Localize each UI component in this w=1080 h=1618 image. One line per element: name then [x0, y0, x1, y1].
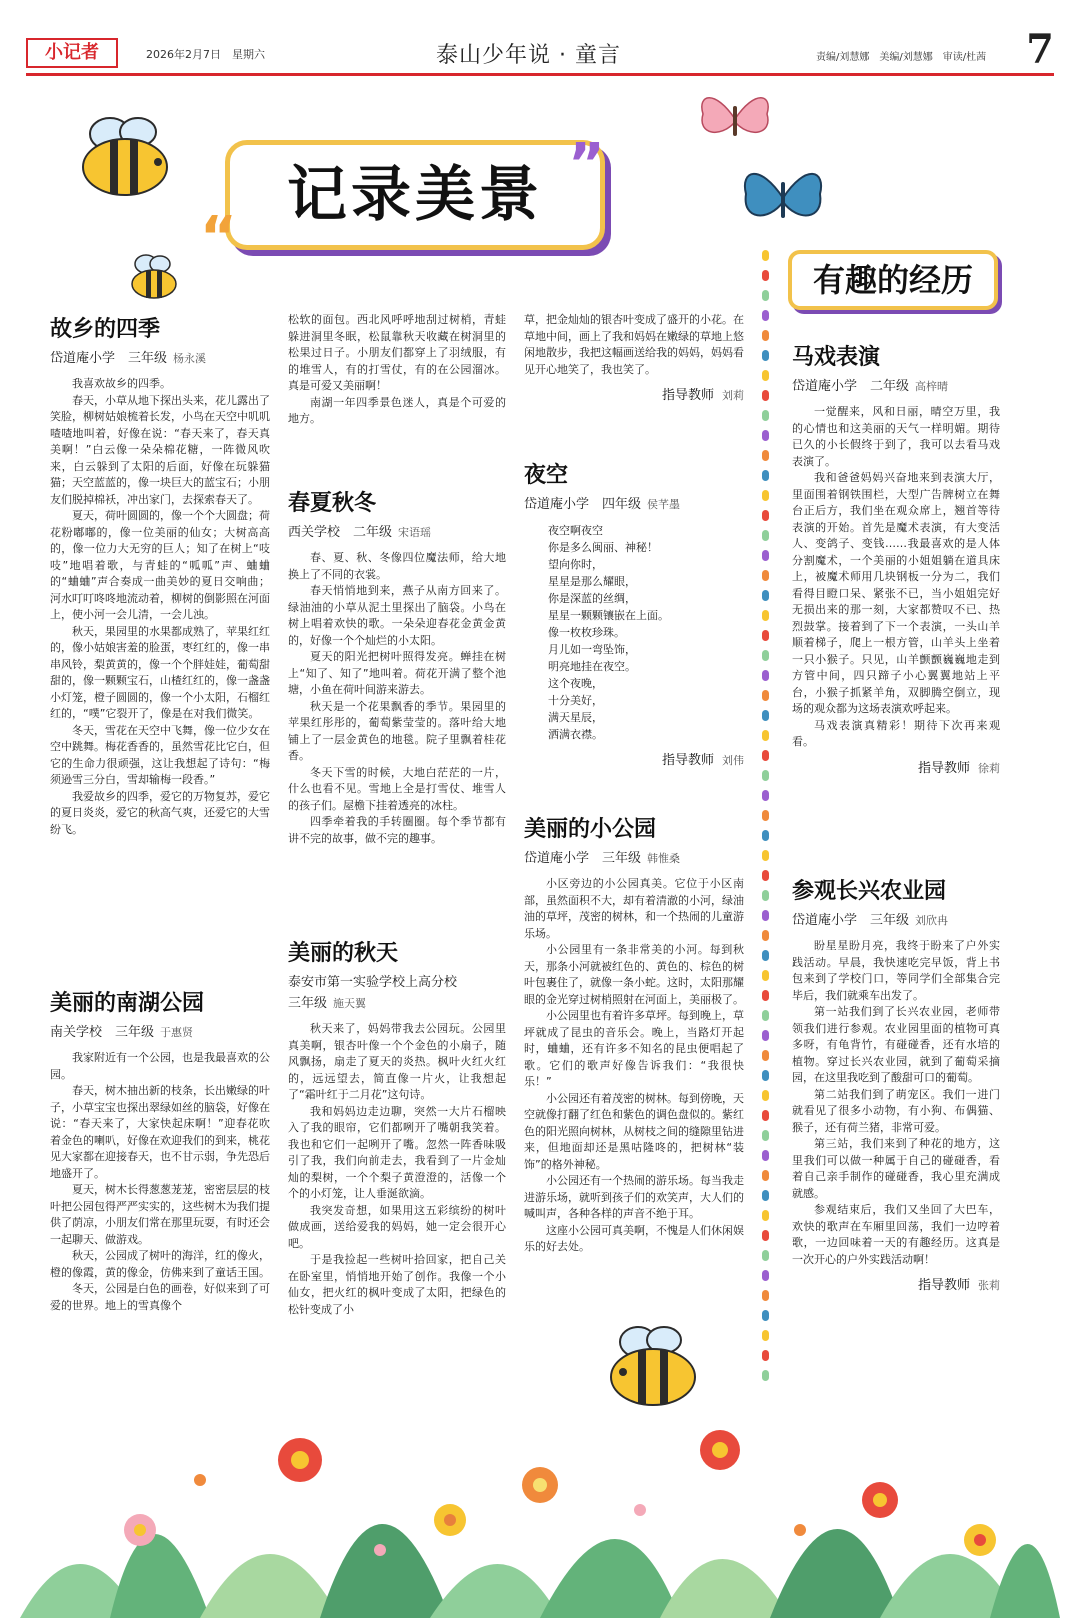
poem-line: 你是多么闽丽、神秘！	[548, 541, 658, 554]
divider-dot	[762, 550, 769, 561]
divider-dot	[762, 370, 769, 381]
paragraph: 马戏表演真精彩！期待下次再来观看。	[792, 718, 1000, 748]
column-tag: 小记者	[26, 38, 118, 68]
school-grade: 岱道庵小学 四年级	[524, 497, 642, 512]
instructor-credit	[524, 384, 744, 403]
divider-dot	[762, 290, 769, 301]
paragraph: 春天，树木抽出新的枝条，长出嫩绿的叶子，小草宝宝也探出翠绿如丝的脑袋，好像在说：“春天来了，大家快起床啊！”迎春花吹着金色的喇叭，好像在欢迎我们的到来，桃花见大家都在迎接春天，也不甘示弱，争先恐后地盛开了。	[50, 1084, 270, 1180]
paragraph: 春天，小草从地下探出头来，花儿露出了笑脸，柳树姑娘梳着长发，小鸟在天空中叽叽喳喳地叫着，好像在说：“春天来了，春天真美啊！”白云像一朵朵棉花糖，一阵微风吹来，白云躲到了太阳的后面，好像在玩躲猫猫；天空蓝蓝的，像一块巨大的蓝宝石；小朋友们脱掉棉袄，冲出家门，去探索春天了。	[50, 393, 270, 506]
divider-dot	[762, 1330, 769, 1341]
article-farm-visit	[792, 874, 1000, 1293]
author: 韩惟桑	[647, 852, 681, 865]
article-beautiful-autumn	[288, 936, 506, 1318]
poem-line: 十分美好，	[548, 694, 603, 707]
paragraph: 于是我捡起一些树叶拾回家，把自己关在卧室里，悄悄地开始了创作。我像一个小仙女，把火红的枫叶变成了太阳，把绿色的松针变成了小	[288, 1253, 506, 1316]
article-byline	[524, 493, 744, 512]
divider-dot	[762, 250, 769, 261]
divider-dot	[762, 990, 769, 1001]
feature-title-banner	[225, 140, 605, 250]
bee-illustration-large	[70, 112, 180, 202]
divider-dot	[762, 930, 769, 941]
divider-dot	[762, 410, 769, 421]
poem-line: 洒满衣襟。	[548, 728, 603, 741]
divider-dot	[762, 1030, 769, 1041]
paragraph: 第三站，我们来到了种花的地方，这里我们可以做一种属于自己的碰碰香，看着自己亲手制作的碰碰香，我心里充满成就感。	[792, 1137, 1000, 1200]
divider-dot	[762, 270, 769, 281]
author: 于惠贤	[160, 1026, 194, 1039]
butterfly-pink-illustration	[695, 84, 775, 154]
quote-open-mark: “	[200, 205, 237, 270]
article-title: 故乡的四季	[50, 317, 161, 342]
divider-dot	[762, 1230, 769, 1241]
instructor-credit	[524, 749, 744, 768]
instructor-credit	[792, 1274, 1000, 1293]
poem-line: 你是深蓝的丝绸，	[548, 592, 636, 605]
paragraph: 秋天是一个花果飘香的季节。果园里的苹果红彤彤的，葡萄紫莹莹的。落叶给大地铺上了一层金黄色的地毯。院子里飘着桂花香。	[288, 699, 506, 762]
divider-dot	[762, 950, 769, 961]
article-hometown-seasons	[50, 312, 270, 838]
paragraph: 冬天，雪花在天空中飞舞，像一位少女在空中跳舞。梅花香香的，虽然雪花比它白，但它的生命力很顽强，这让我想起了诗句：“梅须逊雪三分白，雪却输梅一段香。”	[50, 723, 270, 786]
divider-dot	[762, 470, 769, 481]
divider-dot	[762, 730, 769, 741]
butterfly-blue-illustration	[738, 158, 828, 238]
divider-dot	[762, 970, 769, 981]
divider-dot	[762, 1350, 769, 1361]
instructor-label: 指导教师	[661, 388, 714, 403]
article-title: 美丽的小公园	[524, 817, 657, 842]
article-byline	[288, 521, 506, 540]
bee-illustration-small	[124, 252, 184, 302]
divider-dot	[762, 1370, 769, 1381]
paragraph: 我爱故乡的四季，爱它的万物复苏，爱它的夏日炎炎，爱它的秋高气爽，还爱它的大雪纷飞。	[50, 789, 270, 836]
poem-line: 夜空啊夜空	[548, 524, 603, 537]
paragraph: 小公园还有着茂密的树林。每到傍晚，天空就像打翻了红色和紫色的调色盘似的。紫红色的阳光照向树林，从树枝之间的缝隙里钻进来，但地面却还是黑咕隆咚的，把树林“装饰”的格外神秘。	[524, 1091, 744, 1171]
paragraph: 春、夏、秋、冬像四位魔法师，给大地换上了不同的衣裳。	[288, 551, 506, 581]
divider-dot	[762, 1170, 769, 1181]
school-name: 泰安市第一实验学校上高分校	[288, 975, 458, 990]
divider-dot	[762, 1050, 769, 1061]
divider-dot	[762, 1310, 769, 1321]
divider-dot	[762, 1110, 769, 1121]
article-title: 春夏秋冬	[288, 491, 377, 516]
divider-dot	[762, 350, 769, 361]
divider-dot	[762, 810, 769, 821]
paragraph: 春天悄悄地到来，燕子从南方回来了。绿油油的小草从泥土里探出了脑袋。小鸟在树上唱着欢快的歌。一朵朵迎春花金黄金黄的，好像一个个灿烂的小太阳。	[288, 584, 506, 647]
article-four-seasons	[288, 486, 506, 847]
article-title: 夜空	[524, 463, 569, 488]
poem-line: 满天星辰，	[548, 711, 603, 724]
divider-dot	[762, 870, 769, 881]
divider-dot	[762, 710, 769, 721]
paragraph: 松软的面包。西北风呼呼地刮过树梢，青蛙躲进洞里冬眠，松鼠靠秋天收藏在树洞里的松果过日子。小朋友们都穿上了羽绒服，有的堆雪人，有的打雪仗，有的在公园溜冰。真是可爱又美丽啊！	[288, 313, 506, 392]
divider-dot	[762, 430, 769, 441]
article-nanhu-park-continued	[288, 312, 506, 428]
divider-dot	[762, 1070, 769, 1081]
divider-dot	[762, 1090, 769, 1101]
divider-dot	[762, 850, 769, 861]
divider-dot	[762, 310, 769, 321]
instructor-name: 徐莉	[978, 761, 1000, 775]
article-title: 美丽的南湖公园	[50, 991, 205, 1016]
paragraph: 这座小公园可真美啊，不愧是人们休闲娱乐的好去处。	[524, 1223, 744, 1253]
paragraph: 第一站我们到了长兴农业园，老师带领我们进行参观。农业园里面的植物可真多呀，有龟背竹，有碰碰香，还有水培的植物。穿过长兴农业园，就到了葡萄采摘园，在这里我吃到了酸甜可口的葡萄。	[792, 1005, 1000, 1084]
divider-dot	[762, 450, 769, 461]
divider-dot	[762, 1190, 769, 1201]
page-number: 7	[1026, 26, 1054, 73]
author: 刘欣冉	[915, 914, 949, 927]
divider-dot	[762, 790, 769, 801]
page-section-title: 泰山少年说 · 童言	[436, 43, 621, 68]
poem-line: 明亮地挂在夜空。	[548, 660, 636, 673]
school-grade: 岱道庵小学 二年级	[792, 379, 910, 394]
paragraph: 我喜欢故乡的四季。	[72, 377, 171, 390]
article-night-sky	[524, 458, 744, 768]
flower-border-illustration	[20, 1390, 1060, 1618]
author: 侯芊墨	[647, 498, 681, 511]
paragraph: 我家附近有一个公园，也是我最喜欢的公园。	[50, 1051, 270, 1081]
divider-dot	[762, 1290, 769, 1301]
divider-dot	[762, 490, 769, 501]
paragraph: 小公园里也有着许多草坪。每到晚上，草坪就成了昆虫的音乐会。晚上，当路灯开起时，蛐蛐，还有许多不知名的昆虫便唱起了歌。它们的歌声好像告诉我们：“我很快乐！”	[524, 1009, 744, 1088]
divider-dot	[762, 1250, 769, 1261]
column-divider	[762, 250, 770, 1390]
article-byline	[50, 1021, 270, 1040]
poem-line: 星星一颗颗镶嵌在上面。	[548, 609, 669, 622]
divider-dot	[762, 770, 769, 781]
paragraph: 南湖一年四季景色迷人，真是个可爱的地方。	[288, 395, 506, 425]
divider-dot	[762, 1270, 769, 1281]
poem-line: 星星是那么耀眼，	[548, 575, 636, 588]
divider-dot	[762, 1130, 769, 1141]
editor-credits: 责编/刘慧娜 美编/刘慧娜 审读/杜茜	[816, 52, 987, 63]
article-title: 参观长兴农业园	[792, 879, 947, 904]
article-title: 美丽的秋天	[288, 941, 399, 966]
divider-dot	[762, 330, 769, 341]
paragraph: 参观结束后，我们又坐回了大巴车，欢快的歌声在车厢里回荡，我们一边哼着歌，一边回味着一天的有趣经历。这真是一次开心的户外实践活动啊！	[792, 1203, 1000, 1266]
paragraph: 四季牵着我的手转圈圈。每个季节都有讲不完的故事，做不完的趣事。	[288, 815, 506, 845]
paragraph: 夏天的阳光把树叶照得发亮。蝉挂在树上“知了、知了”地叫着。荷花开满了整个池塘，小鱼在荷叶间游来游去。	[288, 650, 506, 696]
divider-dot	[762, 690, 769, 701]
school-grade: 岱道庵小学 三年级	[524, 851, 642, 866]
divider-dot	[762, 570, 769, 581]
instructor-name: 刘伟	[722, 754, 744, 767]
author: 宋语瑶	[398, 526, 432, 539]
school-grade: 南关学校 三年级	[50, 1025, 155, 1040]
divider-dot	[762, 1150, 769, 1161]
paragraph: 夏天，荷叶圆圆的，像一个个大圆盘；荷花粉嘟嘟的，像一位美丽的仙女；大树高高的，像一位力大无穷的巨人；知了在树上“吱吱”地唱着歌，与青蛙的“呱呱”声、蛐蛐的“蛐蛐”声合奏成一曲美妙的夏日交响曲；河水叮叮咚咚地流动着，柳树的倒影照在河面上，使小河一会儿清，一会儿浊。	[50, 509, 270, 621]
instructor-name: 张莉	[978, 1279, 1000, 1292]
author: 施天翼	[333, 997, 367, 1010]
instructor-label: 指导教师	[661, 753, 714, 768]
paragraph: 小公园还有一个热闹的游乐场。每当我走进游乐场，就听到孩子们的欢笑声，大人们的喊叫声，各种各样的声音不绝于耳。	[524, 1174, 744, 1220]
article-byline	[288, 971, 506, 990]
paragraph: 第二站我们到了萌宠区。我们一进门就看见了很多小动物，有小狗、布偶猫、猴子，还有荷兰猪，非常可爱。	[792, 1087, 1000, 1134]
paragraph: 冬天，公园是白色的画卷，好似来到了可爱的世界。地上的雪真像个	[50, 1282, 270, 1312]
instructor-name: 刘莉	[722, 389, 744, 402]
grade: 三年级	[288, 996, 328, 1011]
paragraph: 我突发奇想，如果用这五彩缤纷的树叶做成画，送给爱我的妈妈，她一定会很开心吧。	[288, 1203, 506, 1250]
header-rule	[26, 73, 1054, 76]
article-small-park	[524, 812, 744, 1256]
page-header	[26, 26, 1054, 76]
instructor-label: 指导教师	[917, 760, 970, 776]
author: 高梓晴	[915, 380, 949, 393]
poem-line: 月儿如一弯坠饰，	[548, 643, 636, 656]
paragraph: 夏天，树木长得葱葱茏茏，密密层层的枝叶把公园包得严严实实的，这些树木为我们提供了荫凉，小朋友们常在那里玩耍，有时还会一起聊天、做游戏。	[50, 1183, 270, 1246]
divider-dot	[762, 910, 769, 921]
paragraph: 秋天来了，妈妈带我去公园玩。公园里真美啊，银杏叶像一个个金色的小扇子，随风飘扬，扇走了夏天的炎热。枫叶火红火红的，远远望去，简直像一片火，让我想起了“霜叶红于二月花”这句诗。	[288, 1022, 506, 1101]
article-byline	[50, 347, 270, 366]
paragraph: 小公园里有一条非常美的小河。每到秋天，那条小河就被红色的、黄色的、棕色的树叶包裹住了，就像一条小蛇。这时，太阳那耀眼的金光穿过树梢照射在河面上，美丽极了。	[524, 943, 744, 1006]
divider-dot	[762, 630, 769, 641]
divider-dot	[762, 1010, 769, 1021]
divider-dot	[762, 590, 769, 601]
paragraph: 秋天，公园成了树叶的海洋，红的像火，橙的像霞，黄的像金，仿佛来到了童话王国。	[50, 1249, 270, 1279]
paragraph: 秋天，果园里的水果都成熟了，苹果红红的，像小姑娘害羞的脸蛋，枣红红的，像一串串风铃，梨黄黄的，像一个个胖娃娃，葡萄甜甜的，像一颗颗宝石，山楂红红的，像一盏盏小灯笼，橙子圆圆的，像一个小太阳，石榴红红的，“噗”它裂开了，像是在对我们微笑。	[50, 624, 270, 720]
instructor-label: 指导教师	[917, 1278, 970, 1293]
issue-date: 2026年2月7日 星期六	[146, 48, 265, 61]
paragraph: 冬天下雪的时候，大地白茫茫的一片，什么也看不见。雪地上全是打雪仗、堆雪人的孩子们。屋檐下挂着透亮的冰柱。	[288, 765, 506, 812]
paragraph: 盼星星盼月亮，我终于盼来了户外实践活动。早晨，我快速吃完早饭，背上书包来到了学校门口，等同学们全部集合完毕后，我们就乘车出发了。	[792, 939, 1000, 1002]
article-title: 马戏表演	[792, 345, 881, 370]
divider-dot	[762, 890, 769, 901]
paragraph: 小区旁边的小公园真美。它位于小区南部，虽然面积不大，却有着清澈的小河，绿油油的草坪，茂密的树林，和一个热闹的儿童游乐场。	[524, 877, 744, 940]
feature-title: 记录美景	[287, 160, 543, 230]
divider-dot	[762, 530, 769, 541]
divider-dot	[762, 830, 769, 841]
divider-dot	[762, 750, 769, 761]
poem-line: 这个夜晚，	[548, 677, 603, 690]
paragraph: 一觉醒来，风和日丽，晴空万里，我的心情也和这美丽的天气一样明媚。期待已久的小长假终于到了，我可以去看马戏表演了。	[792, 405, 1000, 468]
section-title-interesting: 有趣的经历	[788, 250, 998, 310]
article-byline-grade	[288, 992, 506, 1011]
poem-line: 望向你时，	[548, 558, 603, 571]
quote-close-mark: ”	[568, 132, 605, 197]
article-byline	[792, 909, 1000, 928]
article-byline	[524, 847, 744, 866]
paragraph: 我和妈妈边走边聊，突然一大片石榴映入了我的眼帘，它们都咧开了嘴朝我笑着。我也和它们一起咧开了嘴。忽然一阵香味吸引了我，我们向前走去，我看到了一片金灿灿的梨树，一个个梨子黄澄澄的，活像一个个的小灯笼，让人垂涎欲滴。	[288, 1104, 506, 1200]
divider-dot	[762, 1210, 769, 1221]
article-byline	[792, 375, 1000, 394]
divider-dot	[762, 670, 769, 681]
paragraph: 我和爸爸妈妈兴奋地来到表演大厅，里面围着钢铁围栏，大型广告牌树立在舞台正后方，我们坐在观众席上，翘首等待表演的开始。首先是魔术表演，有大变活人、变鸽子、变钱……我最喜欢的是人体分割魔术，一个美丽的小姐姐躺在道具床上，被魔术师用几块钢板一分为二，我们看得目瞪口呆、紧张不已，当小姐姐完好无损出来的那一刻，大家都赞叹不已、热烈鼓掌。接着到了下一个表演，一头山羊顺着梯子，爬上一根方管，山羊头上坐着一只小猴子。只见，山羊颤颤巍巍地走到方管中间，四只蹄子小心翼翼地站上平台，小猴子抓紧羊角，双脚腾空倒立，现场的观众都为这场表演欢呼起来。	[792, 471, 1000, 715]
school-grade: 西关学校 二年级	[288, 525, 393, 540]
article-beautiful-autumn-continued	[524, 312, 744, 403]
divider-dot	[762, 610, 769, 621]
poem-line: 像一枚枚珍珠。	[548, 626, 625, 639]
paragraph: 草，把金灿灿的银杏叶变成了盛开的小花。在草地中间，画上了我和妈妈在嫩绿的草地上悠闲地散步，我把这幅画送给我的妈妈，妈妈看见开心地笑了，我也笑了。	[524, 313, 744, 376]
author: 杨永溪	[173, 352, 207, 365]
poem-lines	[524, 522, 744, 743]
article-nanhu-park	[50, 986, 270, 1314]
school-grade: 岱道庵小学 三年级	[792, 913, 910, 928]
school-grade: 岱道庵小学 三年级	[50, 351, 168, 366]
divider-dot	[762, 510, 769, 521]
instructor-credit	[792, 757, 1000, 776]
article-circus-show	[792, 340, 1000, 776]
divider-dot	[762, 390, 769, 401]
divider-dot	[762, 650, 769, 661]
